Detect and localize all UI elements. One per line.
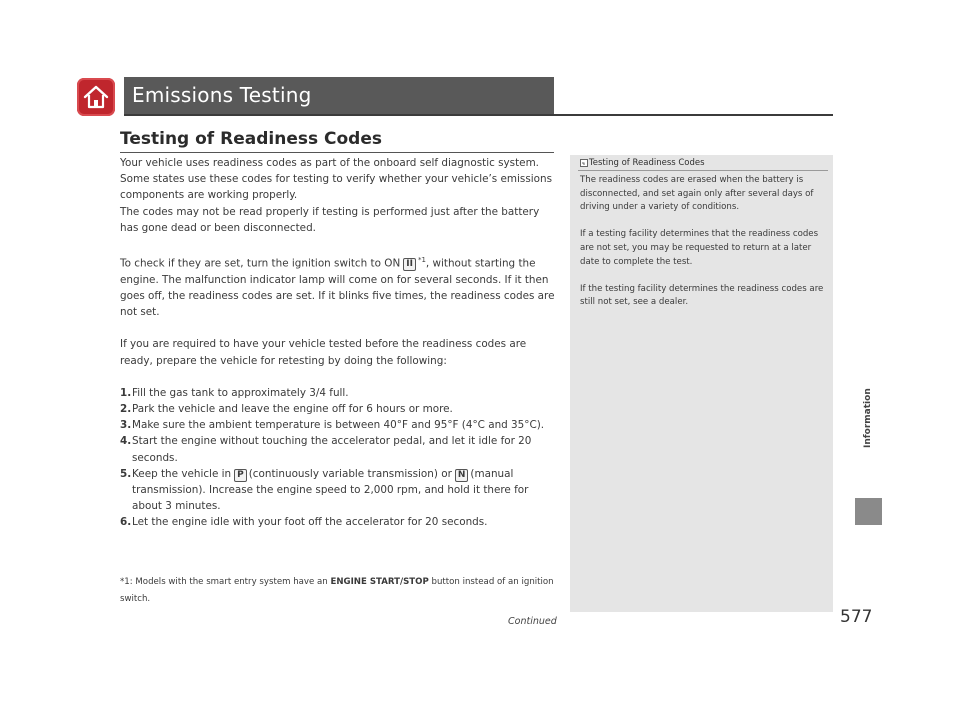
sidebar-note xyxy=(570,155,833,612)
paragraph xyxy=(120,252,560,320)
note-marker-icon xyxy=(580,159,588,167)
chapter-tab-marker[interactable] xyxy=(855,498,882,525)
step-text: Make sure the ambient temperature is between 40°F and 95°F (4°C and 35°C). xyxy=(132,419,545,432)
step-text: Keep the vehicle in xyxy=(132,467,232,480)
sidebar-paragraph: The readiness codes are erased when the battery is disconnected, and set again only after several days of driving under a variety of conditions. xyxy=(580,175,814,213)
steps-list xyxy=(120,385,560,531)
gear-n-badge: N xyxy=(455,469,469,482)
step-text: (manual transmission). Increase the engine speed to 2,000 rpm, and hold it there for about 3 minutes. xyxy=(132,467,529,513)
step-text: Let the engine idle with your foot off the accelerator for 20 seconds. xyxy=(132,516,488,529)
page-title: Emissions Testing xyxy=(132,83,312,107)
list-item xyxy=(120,385,560,401)
gear-p-badge: P xyxy=(234,469,247,482)
footnote-text: *1: Models with the smart entry system have an xyxy=(120,577,328,587)
house-glyph xyxy=(81,82,111,112)
step-text: Fill the gas tank to approximately 3/4 full. xyxy=(132,386,349,399)
sidebar-divider xyxy=(578,170,828,171)
ignition-position-badge: II xyxy=(403,258,416,271)
chapter-header xyxy=(124,77,554,115)
list-item xyxy=(120,401,560,417)
sidebar-paragraph: If the testing facility determines the readiness codes are still not set, see a dealer. xyxy=(580,283,824,308)
sidebar-title-text: Testing of Readiness Codes xyxy=(589,158,705,168)
paragraph: If you are required to have your vehicle tested before the readiness codes are ready, prepare the vehicle for retesting by doing the following: xyxy=(120,338,527,367)
list-item xyxy=(120,417,560,433)
sidebar-title xyxy=(580,158,705,168)
step-number: 6. xyxy=(120,516,132,529)
page-number: 577 xyxy=(840,607,873,627)
list-item xyxy=(120,466,560,515)
home-icon[interactable] xyxy=(77,78,115,116)
footnote xyxy=(120,574,560,607)
paragraph: The codes may not be read properly if testing is performed just after the battery has gone dead or been disconnected. xyxy=(120,205,540,234)
footnote-bold-text: ENGINE START/STOP xyxy=(330,577,429,587)
step-number: 2. xyxy=(120,402,132,415)
paragraph-text: , without starting the engine. The malfunction indicator lamp will come on for several seconds. If it then goes off, the readiness codes are set. If it blinks five times, the readiness codes are not set. xyxy=(120,257,555,319)
section-divider xyxy=(120,152,554,153)
chapter-tab-label[interactable] xyxy=(863,388,873,448)
step-number: 1. xyxy=(120,386,132,399)
step-number: 4. xyxy=(120,435,132,448)
header-divider xyxy=(124,114,833,116)
main-content xyxy=(120,155,560,531)
list-item xyxy=(120,514,560,530)
sidebar-paragraph: If a testing facility determines that the readiness codes are not set, you may be requested to return at a later date to complete the test. xyxy=(580,229,819,267)
list-item xyxy=(120,433,560,465)
continued-label: Continued xyxy=(508,616,557,627)
step-number: 5. xyxy=(120,467,132,480)
chapter-tab-text: Information xyxy=(863,388,873,448)
step-text: Park the vehicle and leave the engine off for 6 hours or more. xyxy=(132,402,453,415)
section-title: Testing of Readiness Codes xyxy=(120,129,382,149)
step-text: Start the engine without touching the accelerator pedal, and let it idle for 20 seconds. xyxy=(132,435,532,464)
footnote-ref: *1 xyxy=(417,256,426,265)
sidebar-content xyxy=(580,174,826,324)
footnote-text: button instead of an ignition switch. xyxy=(120,577,554,604)
paragraph: Your vehicle uses readiness codes as part of the onboard self diagnostic system. Some states use these codes for testing to verify whether your vehicle’s emissions components are working properly. xyxy=(120,157,552,202)
step-number: 3. xyxy=(120,419,132,432)
paragraph-text: To check if they are set, turn the ignition switch to ON xyxy=(120,257,401,270)
step-text: (continuously variable transmission) or xyxy=(248,467,452,480)
